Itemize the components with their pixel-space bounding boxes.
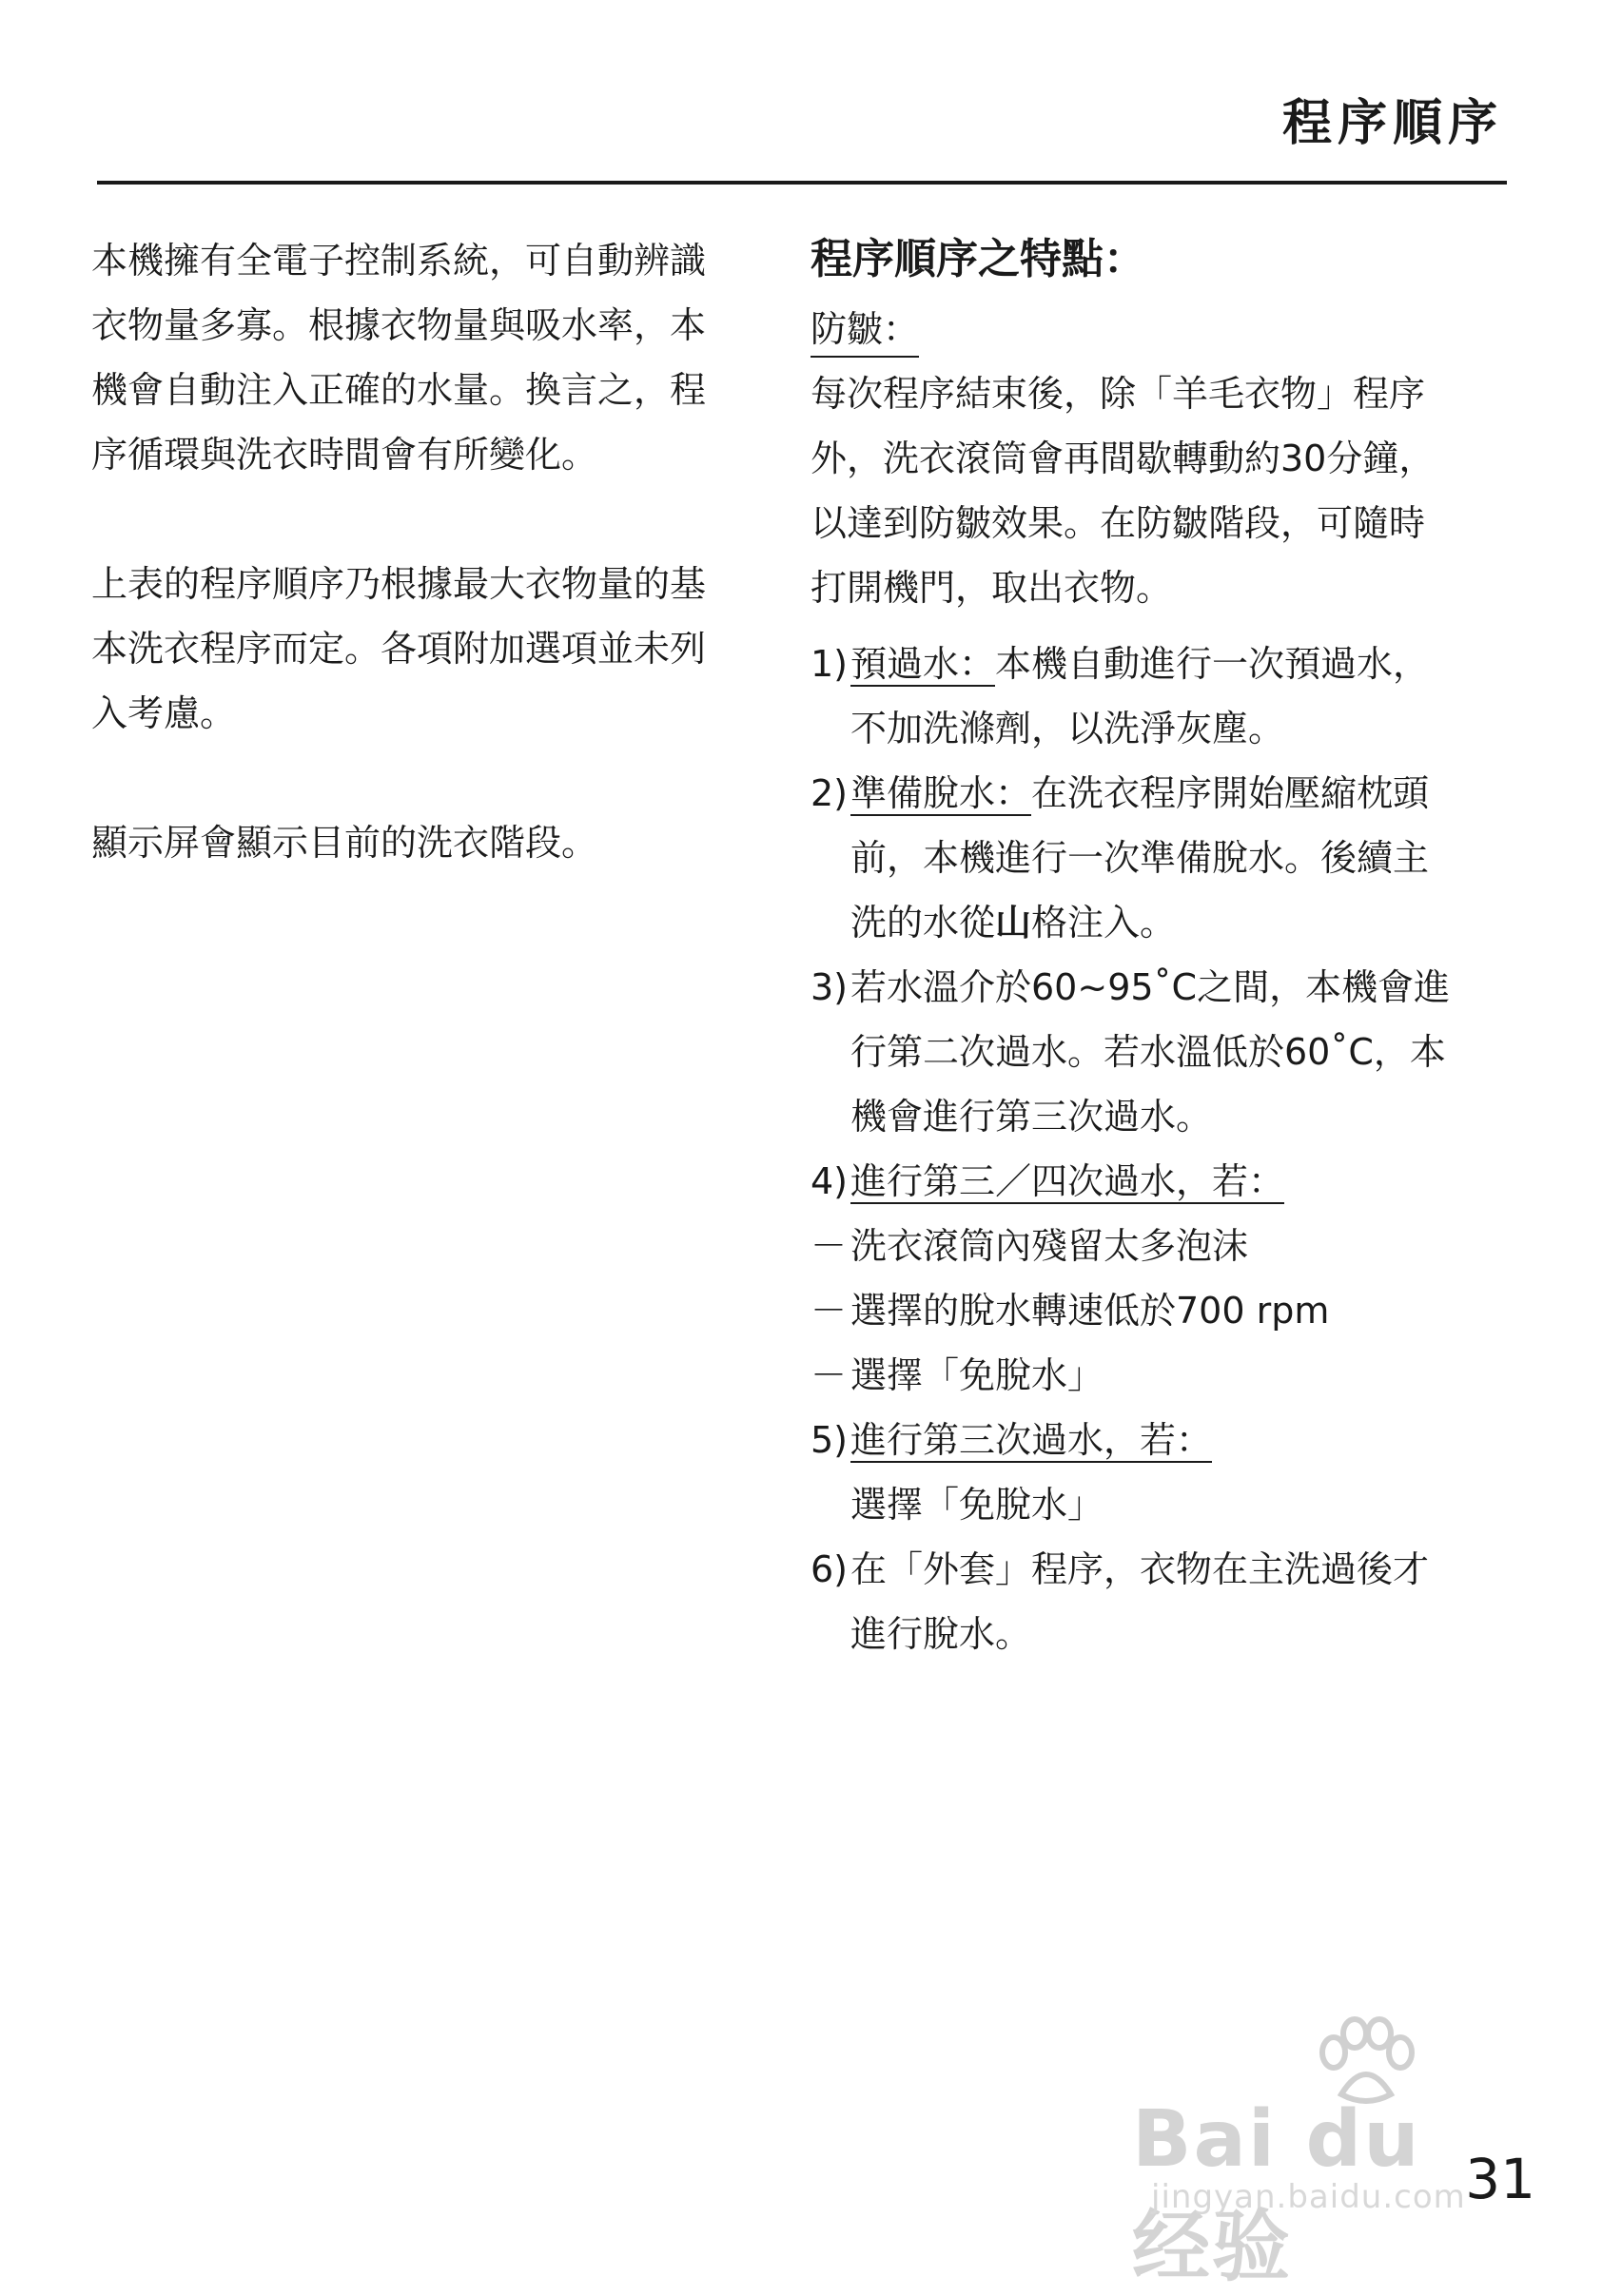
dash-item: [811, 1278, 1495, 1343]
item-line: 機會進行第三次過水。: [850, 1096, 1213, 1138]
page-number: 31: [1465, 2147, 1535, 2211]
header-divider: [97, 181, 1507, 185]
list-item: [811, 1537, 1495, 1666]
dash-item: [811, 1343, 1495, 1408]
subheading-anti-crease: 防皺：: [811, 302, 919, 358]
section-title: 程序順序之特點：: [811, 235, 1145, 283]
left-para2-line: 入考慮。: [91, 692, 237, 734]
list-item: [811, 1408, 1495, 1537]
item-text: 本機自動進行一次預過水，: [995, 643, 1430, 685]
item-line: 行第二次過水。若水溫低於60˚C，本: [850, 1031, 1446, 1073]
body-line: 以達到防皺效果。在防皺階段，可隨時: [811, 502, 1426, 544]
left-para1-line: 衣物量多寡。根據衣物量與吸水率，本: [91, 304, 707, 346]
dash-text: 洗衣滾筒內殘留太多泡沫: [850, 1225, 1249, 1267]
paragraph-gap: [91, 487, 757, 552]
baidu-watermark: [1132, 2016, 1513, 2292]
item-number: 1): [811, 643, 849, 685]
item-heading: 進行第三／四次過水，若：: [850, 1160, 1285, 1202]
list-item: [811, 1149, 1495, 1214]
list-item: [811, 761, 1495, 955]
dash-text: 選擇「免脫水」: [850, 1354, 1104, 1396]
list-item: [811, 955, 1495, 1149]
body-line: 每次程序結束後，除「羊毛衣物」程序: [811, 373, 1426, 415]
watermark-url: jingyan.baidu.com: [1151, 2178, 1466, 2216]
dash-mark: －: [811, 1354, 848, 1396]
item-number: 5): [811, 1419, 849, 1461]
left-para2-line: 上表的程序順序乃根據最大衣物量的基: [91, 563, 707, 605]
left-column: [91, 228, 757, 875]
item-number: 3): [811, 966, 849, 1008]
item-text: 格注入。: [1031, 902, 1177, 944]
item-line: 不加洗滌劑，以洗淨灰塵。: [850, 708, 1285, 749]
body-line: 打開機門，取出衣物。: [811, 567, 1173, 609]
dash-mark: －: [811, 1225, 848, 1267]
list-item: [811, 632, 1495, 761]
body-line: 外，洗衣滾筒會再間歇轉動約30分鐘，: [811, 438, 1436, 479]
left-para1-line: 序循環與洗衣時間會有所變化。: [91, 434, 598, 476]
item-heading: 預過水：: [850, 643, 996, 685]
dash-mark: －: [811, 1290, 848, 1332]
compartment-symbol-icon: 山: [995, 902, 1032, 944]
left-para1-line: 本機擁有全電子控制系統，可自動辨識: [91, 240, 707, 282]
item-line: 進行脫水。: [850, 1613, 1032, 1655]
item-text: 若水溫介於60~95˚C之間，本機會進: [850, 966, 1451, 1008]
item-heading: 進行第三次過水，若：: [850, 1419, 1213, 1461]
feature-list: [811, 632, 1495, 1666]
item-number: 6): [811, 1548, 849, 1590]
watermark-logo: Bai du 经验: [1132, 2094, 1421, 2292]
item-text: 洗的水從: [850, 902, 996, 944]
item-text: 在洗衣程序開始壓縮枕頭: [1031, 772, 1430, 814]
page-title: 程序順序: [1281, 95, 1503, 152]
item-line: 前，本機進行一次準備脫水。後續主: [850, 837, 1430, 879]
item-number: 4): [811, 1160, 849, 1202]
right-column: [811, 226, 1495, 1666]
item-number: 2): [811, 772, 849, 814]
left-para1-line: 機會自動注入正確的水量。換言之，程: [91, 369, 707, 411]
paragraph-gap: [91, 746, 757, 810]
dash-text: 選擇的脫水轉速低於700 rpm: [850, 1290, 1330, 1332]
item-text: 在「外套」程序，衣物在主洗過後才: [850, 1548, 1430, 1590]
left-para2-line: 本洗衣程序而定。各項附加選項並未列: [91, 628, 707, 670]
item-heading: 準備脫水：: [850, 772, 1032, 814]
item-line: 選擇「免脫水」: [850, 1484, 1104, 1526]
dash-item: [811, 1214, 1495, 1278]
left-para3-line: 顯示屏會顯示目前的洗衣階段。: [91, 822, 598, 864]
item-line: [850, 890, 1495, 955]
